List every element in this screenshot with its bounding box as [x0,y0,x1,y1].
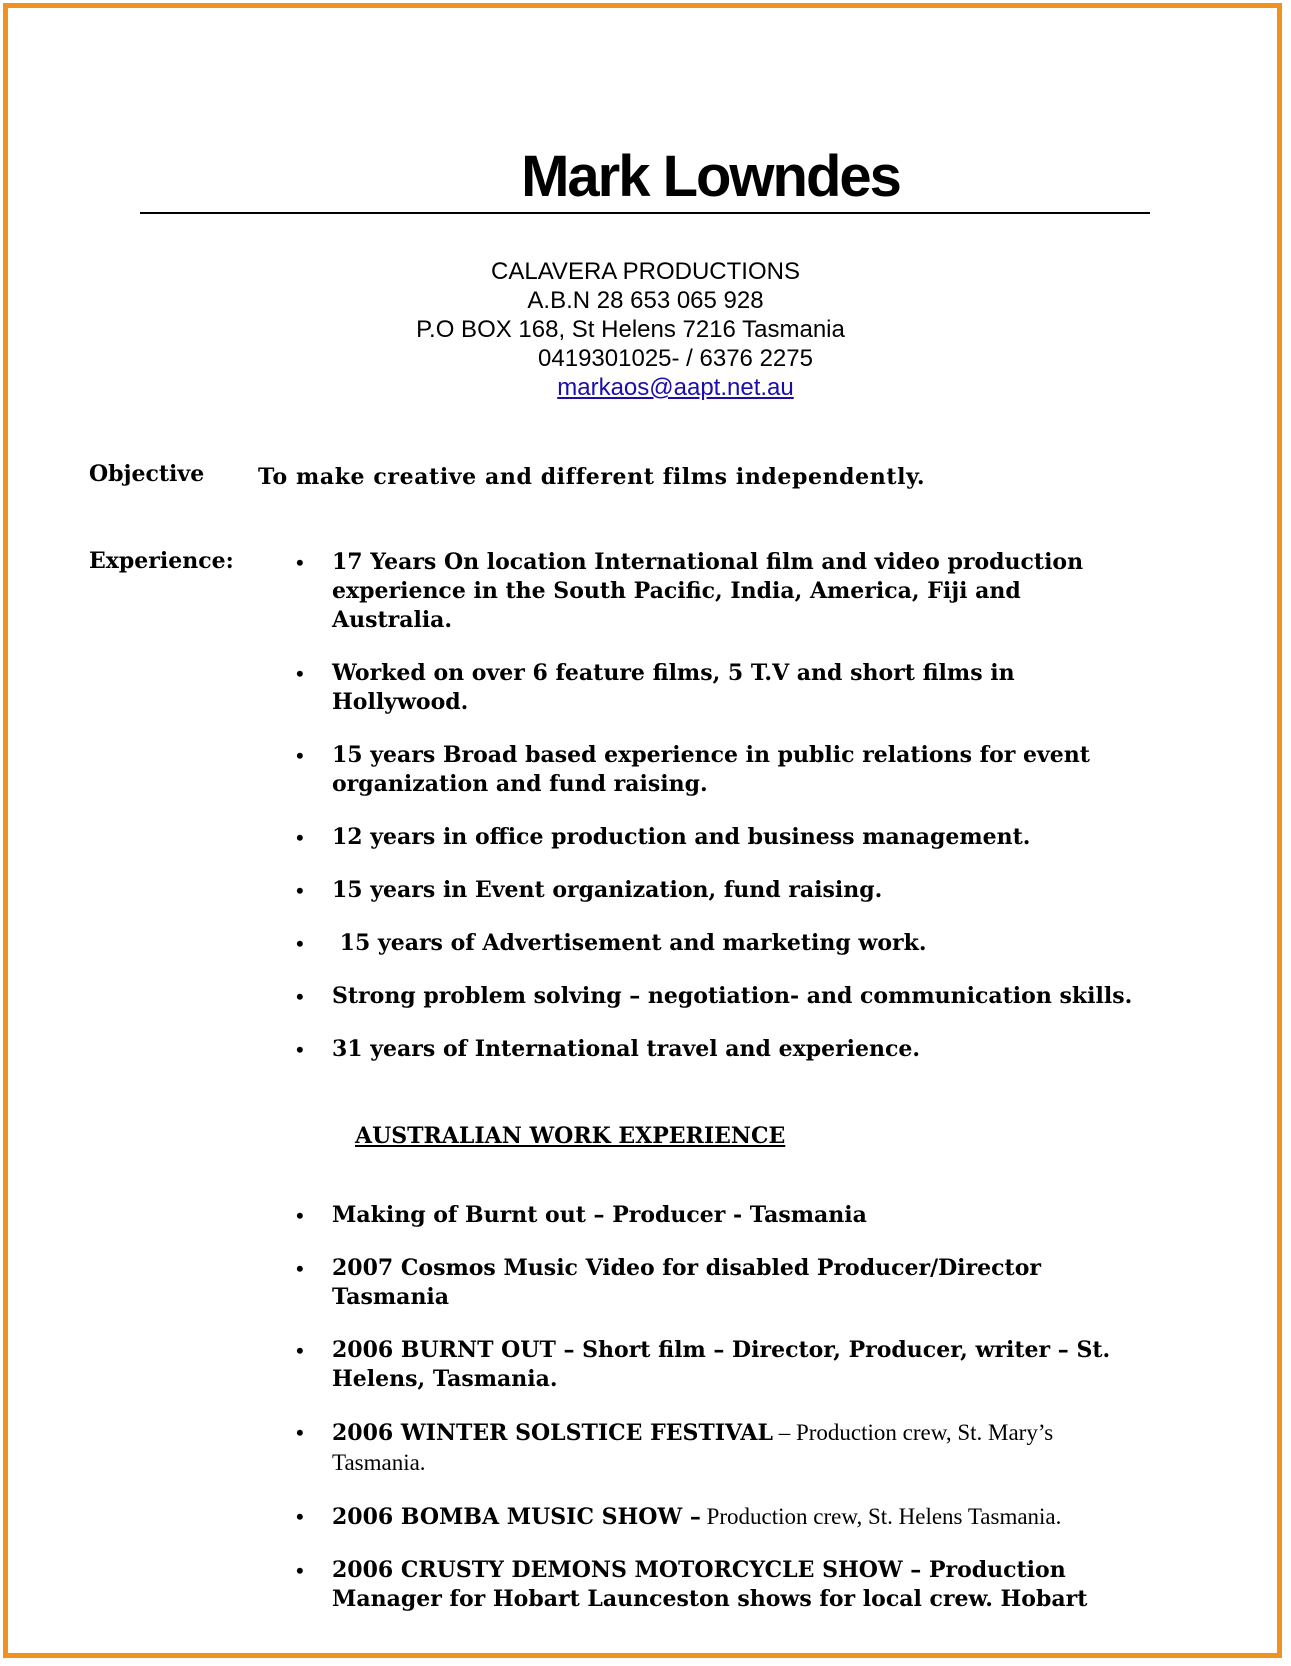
objective-label: Objective [89,461,205,487]
list-item: • 31 years of International travel and experience. [296,1036,921,1062]
australian-work-heading: AUSTRALIAN WORK EXPERIENCE [355,1123,786,1149]
list-item: • 2006 BURNT OUT – Short film – Director, Producer, writer – St. Helens, Tasmania. [296,1337,1111,1392]
list-item: • 15 years of Advertisement and marketing work. [296,930,927,956]
abn: A.B.N 28 653 065 928 [527,287,764,314]
email-row [0,373,1291,402]
list-item: • 2007 Cosmos Music Video for disabled Producer/Director Tasmania [296,1255,1041,1310]
company-name: CALAVERA PRODUCTIONS [491,258,800,285]
australian-work-list [290,1201,1140,1638]
header-divider [140,212,1150,214]
list-item: • 17 Years On location International film and video production experience in the South Pacific, India, America, Fiji and Australia. [296,549,1084,633]
list-item: • 15 years in Event organization, fund raising. [296,877,883,903]
list-item: • Strong problem solving – negotiation- and communication skills. [296,983,1133,1009]
phone: 0419301025- / 6376 2275 [538,345,813,372]
list-item: • 2006 WINTER SOLSTICE FESTIVAL – Production crew, St. Mary’s Tasmania. [296,1420,1054,1475]
objective-text: To make creative and different films independently. [258,464,926,490]
list-item: • Making of Burnt out – Producer - Tasmania [296,1202,867,1228]
address: P.O BOX 168, St Helens 7216 Tasmania [416,316,845,343]
list-item: • 2006 BOMBA MUSIC SHOW – Production crew, St. Helens Tasmania. [296,1504,1062,1530]
list-item: • 12 years in office production and business management. [296,824,1031,850]
experience-label: Experience: [89,548,234,574]
resume-name: Mark Lowndes [521,144,900,209]
email-link[interactable]: markaos@aapt.net.au [557,374,794,401]
list-item: • Worked on over 6 feature films, 5 T.V and short films in Hollywood. [296,660,1015,715]
experience-list [290,548,1140,1088]
list-item: • 2006 CRUSTY DEMONS MOTORCYCLE SHOW – Production Manager for Hobart Launceston shows for local crew. Hobart [296,1557,1088,1612]
list-item: • 15 years Broad based experience in public relations for event organization and fund raising. [296,742,1090,797]
